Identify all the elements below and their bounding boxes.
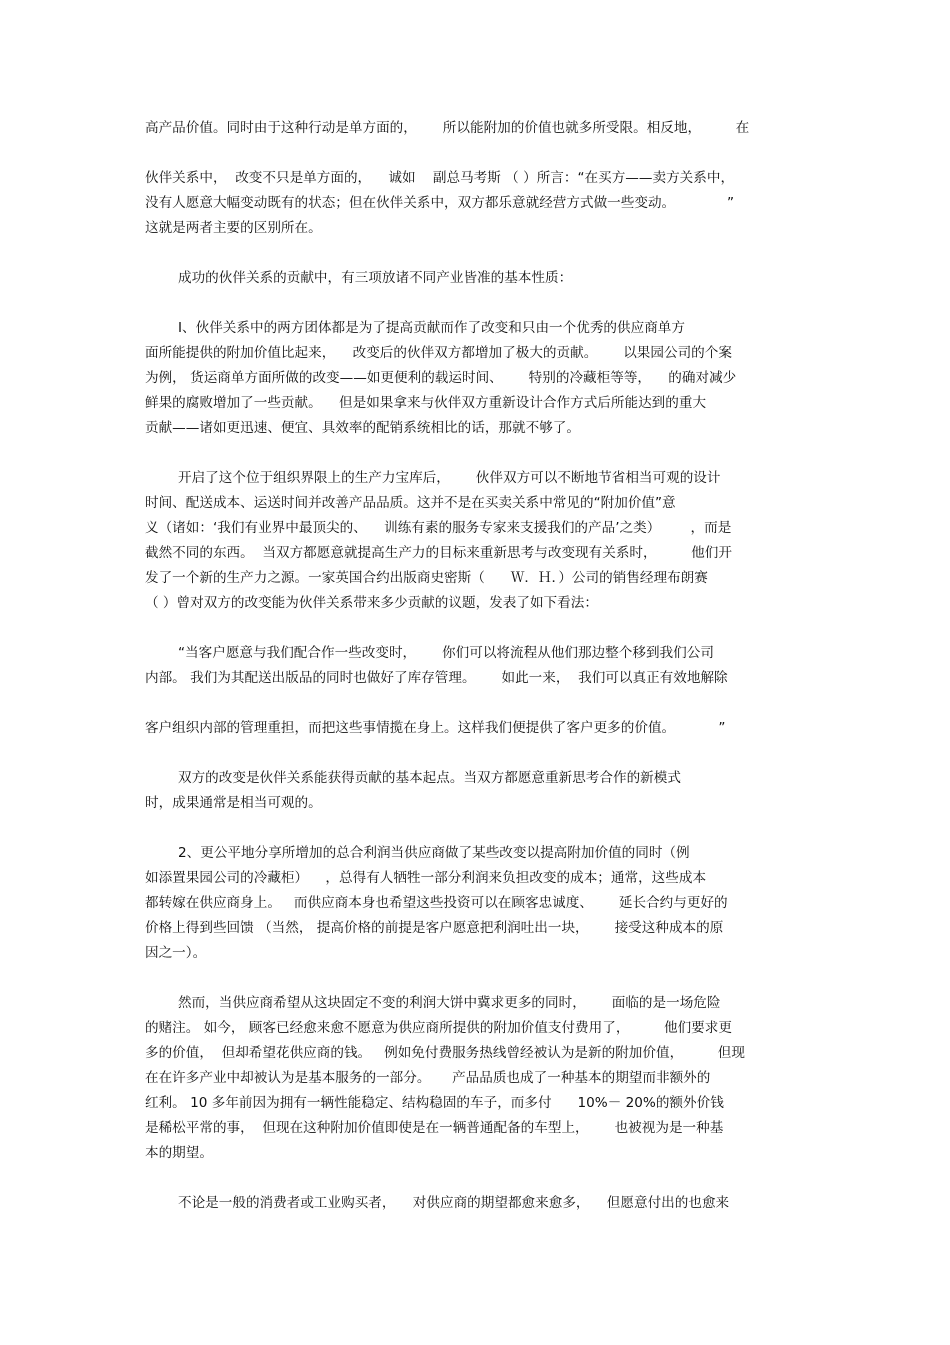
- text-line: 如添置果园公司的冷藏柜） ，总得有人牺牲一部分利润来负担改变的成本；通常，这些成本: [145, 870, 707, 886]
- text-line: 面所能提供的附加价值比起来， 改变后的伙伴双方都增加了极大的贡献。 以果园公司的个案: [145, 345, 732, 361]
- text-line: 义（诸如：‘我们有业界中最顶尖的、 训练有素的服务专家来支援我们的产品’之类） ，而是: [145, 520, 732, 536]
- text-line: 不论是一般的消费者或工业购买者， 对供应商的期望都愈来愈多， 但愿意付出的也愈来: [178, 1195, 730, 1211]
- text-line: 贡献——诸如更迅速、便宜、具效率的配销系统相比的话，那就不够了。: [145, 420, 580, 436]
- text-line: 多的价值， 但却希望花供应商的钱。 例如免付费服务热线曾经被认为是新的附加价值， 但现: [145, 1045, 745, 1061]
- text-line: 然而，当供应商希望从这块固定不变的利润大饼中冀求更多的同时， 面临的是一场危险: [178, 995, 721, 1011]
- text-line: 开启了这个位于组织界限上的生产力宝库后， 伙伴双方可以不断地节省相当可观的设计: [178, 470, 721, 486]
- text-line: 没有人愿意大幅变动既有的状态；但在伙伴关系中，双方都乐意就经营方式做一些变动。 ”: [145, 195, 735, 211]
- text-line: 发了一个新的生产力之源。一家英国合约出版商史密斯（ Ｗ．Ｈ．）公司的销售经理布朗赛: [145, 570, 708, 586]
- text-line: 鲜果的腐败增加了一些贡献。 但是如果拿来与伙伴双方重新设计合作方式后所能达到的重大: [145, 395, 707, 411]
- text-line: 时，成果通常是相当可观的。: [145, 795, 322, 811]
- text-line: 内部。 我们为其配送出版品的同时也做好了库存管理。 如此一来， 我们可以真正有效地解除: [145, 670, 728, 686]
- text-line: I、伙伴关系中的两方团体都是为了提高贡献而作了改变和只由一个优秀的供应商单方: [178, 320, 685, 336]
- text-line: 高产品价值。同时由于这种行动是单方面的， 所以能附加的价值也就多所受限。相反地， 在: [145, 120, 750, 136]
- text-line: 的赌注。 如今， 顾客已经愈来愈不愿意为供应商所提供的附加价值支付费用了， 他们要求更: [145, 1020, 732, 1036]
- text-line: 在在许多产业中却被认为是基本服务的一部分。 产品品质也成了一种基本的期望而非额外的: [145, 1070, 711, 1086]
- text-line: 价格上得到些回馈 （当然， 提高价格的前提是客户愿意把利润吐出一块， 接受这种成本的原: [145, 920, 724, 936]
- text-line: 客户组织内部的管理重担，而把这些事情揽在身上。这样我们便提供了客户更多的价值。 ”: [145, 720, 726, 736]
- text-line: 伙伴关系中， 改变不只是单方面的， 诚如 副总马考斯 （ ）所言：“在买方——卖方关系中，: [145, 170, 735, 186]
- text-line: 红利。 10 多年前因为拥有一辆性能稳定、结构稳固的车子，而多付 10%－ 20%的额外价钱: [145, 1095, 724, 1111]
- text-line: 双方的改变是伙伴关系能获得贡献的基本起点。当双方都愿意重新思考合作的新模式: [178, 770, 681, 786]
- text-line: 这就是两者主要的区别所在。: [145, 220, 322, 236]
- text-line: 本的期望。: [145, 1145, 213, 1161]
- text-line: 是稀松平常的事， 但现在这种附加价值即使是在一辆普通配备的车型上， 也被视为是一种基: [145, 1120, 724, 1136]
- text-line: 截然不同的东西。 当双方都愿意就提高生产力的目标来重新思考与改变现有关系时， 他们开: [145, 545, 732, 561]
- text-line: 因之一）。: [145, 945, 207, 961]
- text-line: 都转嫁在供应商身上。 而供应商本身也希望这些投资可以在顾客忠诚度、 延长合约与更好的: [145, 895, 728, 911]
- text-line: （ ）曾对双方的改变能为伙伴关系带来多少贡献的议题，发表了如下看法：: [145, 595, 598, 611]
- text-line: “当客户愿意与我们配合作一些改变时， 你们可以将流程从他们那边整个移到我们公司: [178, 645, 714, 661]
- text-line: 2、更公平地分享所增加的总合利润当供应商做了某些改变以提高附加价值的同时（例: [178, 845, 690, 861]
- text-line: 时间、配送成本、运送时间并改善产品品质。这并不是在买卖关系中常见的“附加价值”意: [145, 495, 676, 511]
- text-line: 为例， 货运商单方面所做的改变——如更便利的载运时间、 特别的冷藏柜等等， 的确对减少: [145, 370, 737, 386]
- text-line: 成功的伙伴关系的贡献中，有三项放诸不同产业皆准的基本性质：: [178, 270, 573, 286]
